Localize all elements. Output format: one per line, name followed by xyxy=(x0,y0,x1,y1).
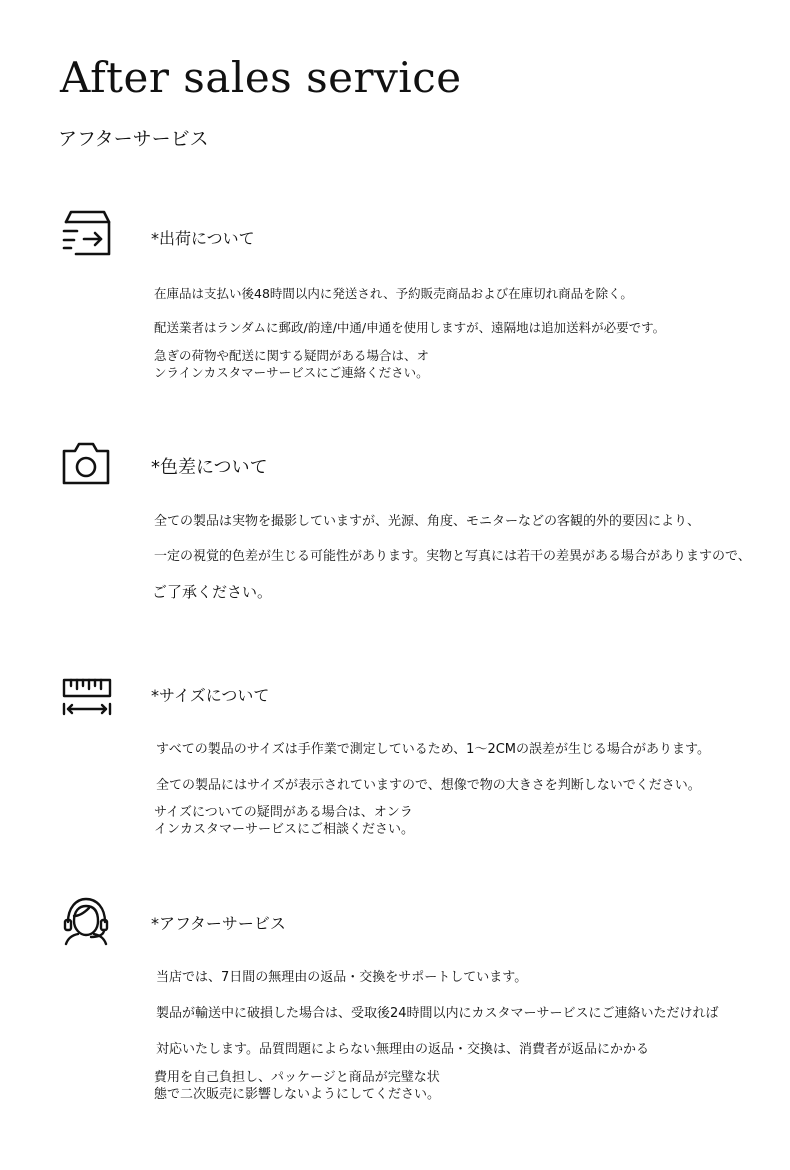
section-heading-color: *色差について xyxy=(151,457,268,478)
section-text-line: 全ての製品は実物を撮影していますが、光源、角度、モニターなどの客観的外的要因により、 xyxy=(154,514,701,529)
ruler-icon xyxy=(60,672,112,724)
camera-icon xyxy=(60,437,112,489)
section-heading-size: *サイズについて xyxy=(151,686,270,705)
section-text-line: 配送業者はランダムに郵政/韵達/中通/申通を使用しますが、遠隔地は追加送料が必要です。 xyxy=(154,320,666,335)
section-text-line: 在庫品は支払い後48時間以内に発送され、予約販売商品および在庫切れ商品を除く。 xyxy=(154,286,633,301)
section-text-line: 急ぎの荷物や配送に関する疑問がある場合は、オ xyxy=(154,348,430,363)
page-title-english: After sales service xyxy=(60,53,462,102)
section-text-line: インカスタマーサービスにご相談ください。 xyxy=(154,822,415,837)
section-text-line: ンラインカスタマーサービスにご連絡ください。 xyxy=(154,365,429,380)
section-text-line: ご了承ください。 xyxy=(152,583,273,601)
section-text-line: 当店では、7日間の無理由の返品・交換をサポートしています。 xyxy=(156,970,528,985)
section-text-line: 対応いたします。品質問題によらない無理由の返品・交換は、消費者が返品にかかる xyxy=(156,1042,649,1057)
section-text-line: 製品が輸送中に破損した場合は、受取後24時間以内にカスタマーサービスにご連絡いただければ xyxy=(156,1006,719,1021)
page-title-japanese: アフターサービス xyxy=(58,128,209,150)
headset-agent-icon xyxy=(60,894,112,946)
box-arrow-icon xyxy=(60,208,112,260)
section-text-line: 費用を自己負担し、パッケージと商品が完璧な状 xyxy=(154,1070,440,1085)
section-text-line: すべての製品のサイズは手作業で測定しているため、1〜2CMの誤差が生じる場合があります。 xyxy=(156,742,710,757)
section-heading-shipping: *出荷について xyxy=(151,229,255,248)
section-text-line: サイズについての疑問がある場合は、オンラ xyxy=(154,805,413,820)
section-text-line: 態で二次販売に影響しないようにしてください。 xyxy=(154,1087,441,1102)
section-text-line: 一定の視覚的色差が生じる可能性があります。実物と写真には若干の差異がある場合がありますので、 xyxy=(154,549,751,564)
section-text-line: 全ての製品にはサイズが表示されていますので、想像で物の大きさを判断しないでください。 xyxy=(156,778,701,793)
section-heading-after-sales: *アフターサービス xyxy=(151,914,286,933)
